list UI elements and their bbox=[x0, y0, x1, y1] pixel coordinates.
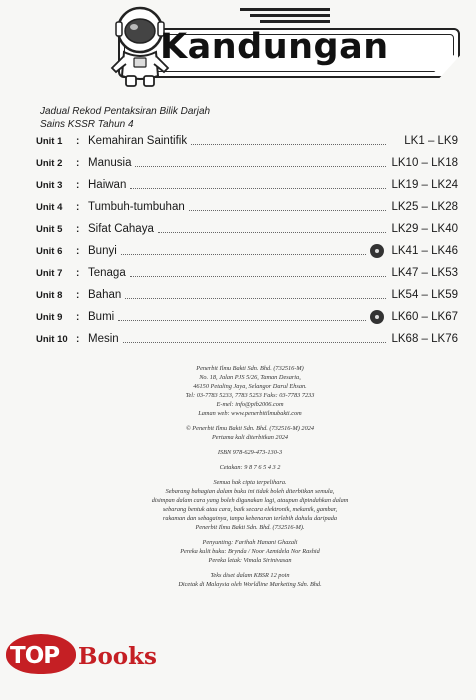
printing-line: Cetakan: 9 8 7 6 5 4 3 2 bbox=[219, 464, 281, 471]
page-range: LK41 – LK46 bbox=[391, 245, 458, 257]
audio-disc-icon[interactable] bbox=[370, 310, 384, 324]
print-info-line: Dicetak di Malaysia oleh Worldline Marketing Sdn. Bhd. bbox=[178, 581, 322, 588]
unit-separator: : bbox=[76, 179, 80, 191]
unit-topic: Tumbuh-tumbuhan bbox=[88, 201, 185, 213]
toc-row[interactable] bbox=[36, 196, 458, 218]
unit-separator: : bbox=[76, 157, 80, 169]
toc-row[interactable] bbox=[36, 284, 458, 306]
unit-separator: : bbox=[76, 135, 80, 147]
unit-topic: Kemahiran Saintifik bbox=[88, 135, 188, 147]
dot-leader bbox=[135, 166, 386, 167]
unit-number: Unit 7 bbox=[36, 267, 63, 279]
page-range: LK29 – LK40 bbox=[391, 223, 458, 235]
unit-separator: : bbox=[76, 289, 80, 301]
rights-line: disimpan dalam cara yang boleh digunakan lagi, ataupun dipindahkan dalam bbox=[151, 497, 349, 504]
page-range: LK10 – LK18 bbox=[391, 157, 458, 169]
publisher-line: Penerbit Ilmu Bakti Sdn. Bhd. (732516-M) bbox=[196, 365, 304, 372]
dot-leader bbox=[158, 232, 386, 233]
topbooks-logo bbox=[0, 628, 190, 686]
unit-number: Unit 6 bbox=[36, 245, 63, 257]
print-info-line: Teks diset dalam KBSR 12 poin bbox=[210, 572, 290, 579]
rights-line: Sebarang bahagian dalam buku ini tidak boleh diterbitkan semula, bbox=[165, 488, 335, 495]
dot-leader bbox=[191, 144, 386, 145]
dot-leader bbox=[123, 342, 386, 343]
unit-separator: : bbox=[76, 333, 80, 345]
audio-disc-icon[interactable] bbox=[370, 244, 384, 258]
dot-leader bbox=[121, 254, 366, 255]
unit-topic: Haiwan bbox=[88, 179, 127, 191]
toc-row[interactable] bbox=[36, 152, 458, 174]
rights-line: Penerbit Ilmu Bakti Sdn. Bhd. (732516-M). bbox=[195, 524, 305, 531]
dot-leader bbox=[130, 188, 386, 189]
unit-separator: : bbox=[76, 245, 80, 257]
dot-leader bbox=[118, 320, 366, 321]
publisher-line: E-mel: info@pib2006.com bbox=[216, 401, 284, 408]
unit-topic: Manusia bbox=[88, 157, 132, 169]
unit-topic: Sifat Cahaya bbox=[88, 223, 154, 235]
intro-record-line: Jadual Rekod Pentaksiran Bilik Darjah bbox=[40, 106, 211, 117]
unit-number: Unit 3 bbox=[36, 179, 63, 191]
publisher-line: Laman web: www.penerbitilmubakti.com bbox=[198, 410, 302, 417]
toc-row[interactable] bbox=[36, 218, 458, 240]
page-range: LK68 – LK76 bbox=[391, 333, 458, 345]
unit-topic: Tenaga bbox=[88, 267, 126, 279]
page-range: LK47 – LK53 bbox=[391, 267, 458, 279]
unit-number: Unit 10 bbox=[36, 333, 68, 345]
dot-leader bbox=[189, 210, 386, 211]
credits-line: Pereka letak: Vimala Sirinivasan bbox=[208, 557, 292, 564]
toc-row[interactable] bbox=[36, 262, 458, 284]
unit-topic: Mesin bbox=[88, 333, 119, 345]
page-header bbox=[0, 0, 476, 95]
toc-row[interactable] bbox=[36, 328, 458, 350]
unit-number: Unit 8 bbox=[36, 289, 63, 301]
unit-number: Unit 2 bbox=[36, 157, 63, 169]
page-title: Kandungan bbox=[160, 27, 389, 67]
rights-line: Semua hak cipta terpelihara. bbox=[213, 479, 287, 486]
rights-line: sebarang bentuk atau cara, baik secara elektronik, mekanik, gambar, bbox=[162, 506, 338, 513]
unit-separator: : bbox=[76, 267, 80, 279]
page-range: LK25 – LK28 bbox=[391, 201, 458, 213]
unit-topic: Bahan bbox=[88, 289, 122, 301]
intro-subject-line: Sains KSSR Tahun 4 bbox=[40, 119, 134, 130]
isbn-line: ISBN 978-629-473-130-3 bbox=[217, 449, 283, 456]
unit-separator: : bbox=[76, 223, 80, 235]
logo-books-text: Books bbox=[78, 643, 158, 670]
toc-row[interactable] bbox=[36, 240, 458, 262]
colophon bbox=[100, 364, 400, 589]
dot-leader bbox=[130, 276, 386, 277]
toc-row[interactable] bbox=[36, 174, 458, 196]
credits-line: Penyunting: Farihah Hanani Ghazali bbox=[202, 539, 298, 546]
dot-leader bbox=[125, 298, 386, 299]
rights-line: rakaman dan sebagainya, tanpa kebenaran terlebih dahulu daripada bbox=[162, 515, 338, 522]
unit-number: Unit 1 bbox=[36, 135, 63, 147]
unit-number: Unit 9 bbox=[36, 311, 63, 323]
page-range: LK54 – LK59 bbox=[391, 289, 458, 301]
logo-top-text: TOP bbox=[10, 643, 60, 669]
unit-separator: : bbox=[76, 311, 80, 323]
unit-topic: Bunyi bbox=[88, 245, 117, 257]
unit-separator: : bbox=[76, 201, 80, 213]
page-range: LK60 – LK67 bbox=[391, 311, 458, 323]
unit-number: Unit 5 bbox=[36, 223, 63, 235]
copyright-line: © Penerbit Ilmu Bakti Sdn. Bhd. (732516-M) 2024 bbox=[185, 425, 315, 432]
publisher-line: 46150 Petaling Jaya, Selangor Darul Ehsan. bbox=[193, 383, 307, 390]
credits-line: Pereka kulit buku: Brynda / Noor Azmidela Nor Rashid bbox=[180, 548, 320, 555]
toc-row[interactable] bbox=[36, 306, 458, 328]
toc-row[interactable] bbox=[36, 130, 458, 152]
table-of-contents bbox=[36, 130, 458, 350]
unit-topic: Bumi bbox=[88, 311, 115, 323]
copyright-line: Pertama kali diterbitkan 2024 bbox=[211, 434, 289, 441]
page-range: LK1 – LK9 bbox=[404, 135, 458, 147]
publisher-line: No. 18, Jalan PJS 5/26, Taman Desaria, bbox=[199, 374, 301, 381]
page-range: LK19 – LK24 bbox=[391, 179, 458, 191]
unit-number: Unit 4 bbox=[36, 201, 63, 213]
publisher-line: Tel: 03-7783 5233, 7783 5253 Faks: 03-7783 7233 bbox=[185, 392, 315, 399]
